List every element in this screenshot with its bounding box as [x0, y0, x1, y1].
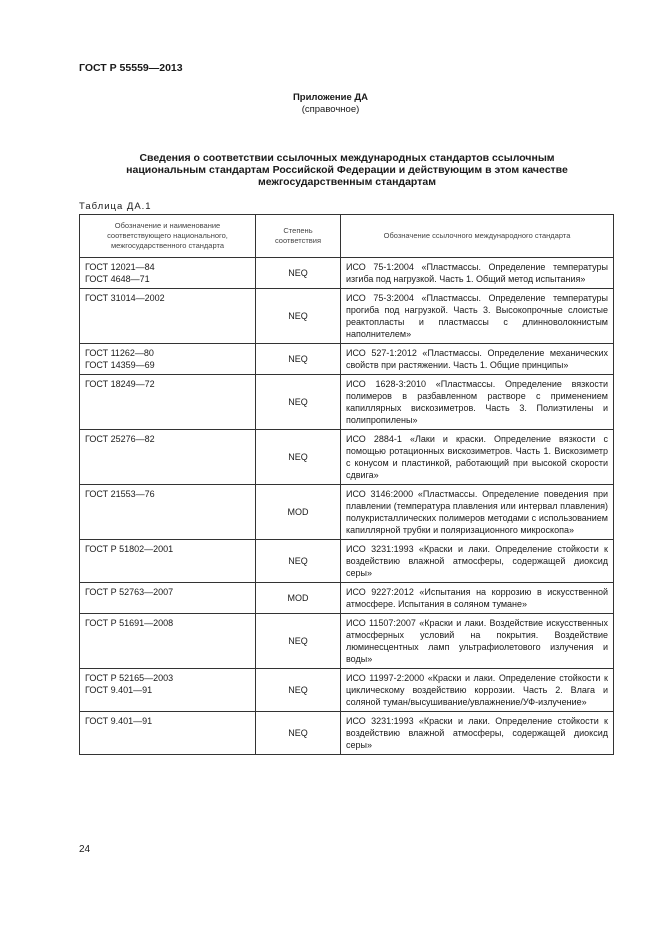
table-row	[80, 485, 614, 540]
international-standard-cell: ИСО 3146:2000 «Пластмассы. Определение поведения при плавлении (температура плавления или интервал плавления) полукристаллических полимеров методами с использованием капиллярной трубки и поляризационного микроскопа»	[341, 485, 614, 540]
national-standard-cell	[80, 614, 256, 669]
table-body	[80, 258, 614, 755]
table-row	[80, 258, 614, 289]
international-standard-cell: ИСО 75-3:2004 «Пластмассы. Определение температуры прогиба под нагрузкой. Часть 3. Высокопрочные слоистые реактопласты и пластмассы с длинноволокнистым наполнителем»	[341, 289, 614, 344]
degree-of-correspondence: MOD	[256, 583, 341, 614]
national-standard-designation: ГОСТ Р 51691—2008	[85, 618, 174, 628]
international-standard-cell: ИСО 2884-1 «Лаки и краски. Определение вязкости с помощью ротационных вискозиметров. Часть 1. Вискозиметр с конусом и пластинкой, работающий при высокой скорости сдвига»	[341, 430, 614, 485]
table-row	[80, 614, 614, 669]
national-standard-designation: ГОСТ 9.401—91	[85, 685, 153, 695]
international-standard-cell: ИСО 11507:2007 «Краски и лаки. Воздействие искусственных атмосферных условий на покрытия. Воздействие люминесцентных ламп ультрафиолетового излучения и воды»	[341, 614, 614, 669]
national-standard-cell	[80, 485, 256, 540]
national-standard-cell	[80, 289, 256, 344]
page-number: 24	[79, 844, 91, 855]
column-header-national: Обозначение и наименование соответствующего национального, межгосударственного стандарта	[80, 215, 256, 258]
appendix-title: Приложение ДА	[292, 92, 369, 103]
national-standard-designation: ГОСТ 21553—76	[85, 489, 155, 499]
international-standard-cell: ИСО 9227:2012 «Испытания на коррозию в искусственной атмосфере. Испытания в соляном тумане»	[341, 583, 614, 614]
national-standard-cell	[80, 669, 256, 712]
table-header-row	[80, 215, 614, 258]
degree-of-correspondence: NEQ	[256, 540, 341, 583]
degree-of-correspondence: MOD	[256, 485, 341, 540]
national-standard-cell	[80, 540, 256, 583]
degree-of-correspondence: NEQ	[256, 375, 341, 430]
table-row	[80, 430, 614, 485]
national-standard-cell	[80, 375, 256, 430]
national-standard-cell	[80, 712, 256, 755]
national-standard-designation: ГОСТ 11262—80	[85, 348, 154, 358]
table-row	[80, 583, 614, 614]
national-standard-cell	[80, 583, 256, 614]
national-standard-designation: ГОСТ 18249—72	[85, 379, 155, 389]
correspondence-table	[79, 214, 614, 755]
national-standard-designation: ГОСТ 4648—71	[85, 274, 150, 284]
national-standard-designation: ГОСТ 31014—2002	[85, 293, 165, 303]
national-standard-designation: ГОСТ Р 52165—2003	[85, 673, 174, 683]
degree-of-correspondence: NEQ	[256, 614, 341, 669]
degree-of-correspondence: NEQ	[256, 344, 341, 375]
national-standard-designation: ГОСТ 12021—84	[85, 262, 155, 272]
degree-of-correspondence: NEQ	[256, 258, 341, 289]
national-standard-designation: ГОСТ Р 51802—2001	[85, 544, 174, 554]
international-standard-cell: ИСО 3231:1993 «Краски и лаки. Определение стойкости к воздействию влажной атмосферы, содержащей диоксид серы»	[341, 540, 614, 583]
national-standard-cell	[80, 430, 256, 485]
standard-id: ГОСТ Р 55559—2013	[79, 62, 183, 74]
degree-of-correspondence: NEQ	[256, 289, 341, 344]
table-row	[80, 669, 614, 712]
national-standard-designation: ГОСТ 25276—82	[85, 434, 155, 444]
table-row	[80, 344, 614, 375]
degree-of-correspondence: NEQ	[256, 430, 341, 485]
international-standard-cell: ИСО 75-1:2004 «Пластмассы. Определение температуры изгиба под нагрузкой. Часть 1. Общий метод испытания»	[341, 258, 614, 289]
appendix-subtitle: (справочное)	[301, 104, 360, 115]
national-standard-cell	[80, 258, 256, 289]
table-row	[80, 712, 614, 755]
appendix-heading	[0, 92, 661, 116]
national-standard-designation: ГОСТ 14359—69	[85, 360, 155, 370]
degree-of-correspondence: NEQ	[256, 712, 341, 755]
international-standard-cell: ИСО 3231:1993 «Краски и лаки. Определение стойкости к воздействию влажной атмосферы, содержащей диоксид серы»	[341, 712, 614, 755]
international-standard-cell: ИСО 11997-2:2000 «Краски и лаки. Определение стойкости к циклическому воздействию коррозии. Часть 2. Влага и соляной туман/высушивание/увлажнение/УФ-излучение»	[341, 669, 614, 712]
column-header-international: Обозначение ссылочного международного стандарта	[341, 215, 614, 258]
table-row	[80, 540, 614, 583]
table-label: Таблица ДА.1	[79, 201, 152, 212]
degree-of-correspondence: NEQ	[256, 669, 341, 712]
national-standard-designation: ГОСТ Р 52763—2007	[85, 587, 174, 597]
table-row	[80, 375, 614, 430]
national-standard-cell	[80, 344, 256, 375]
section-heading: Сведения о соответствии ссылочных международных стандартов ссылочным национальным стандартам Российской Федерации и действующим в этом качестве межгосударственным стандартам	[126, 152, 568, 188]
international-standard-cell: ИСО 527-1:2012 «Пластмассы. Определение механических свойств при растяжении. Часть 1. Общие принципы»	[341, 344, 614, 375]
table-row	[80, 289, 614, 344]
international-standard-cell: ИСО 1628-3:2010 «Пластмассы. Определение вязкости полимеров в разбавленном растворе с применением капиллярных вискозиметров. Часть 3. Полиэтилены и полипропилены»	[341, 375, 614, 430]
column-header-degree: Степень соответствия	[256, 215, 341, 258]
national-standard-designation: ГОСТ 9.401—91	[85, 716, 153, 726]
